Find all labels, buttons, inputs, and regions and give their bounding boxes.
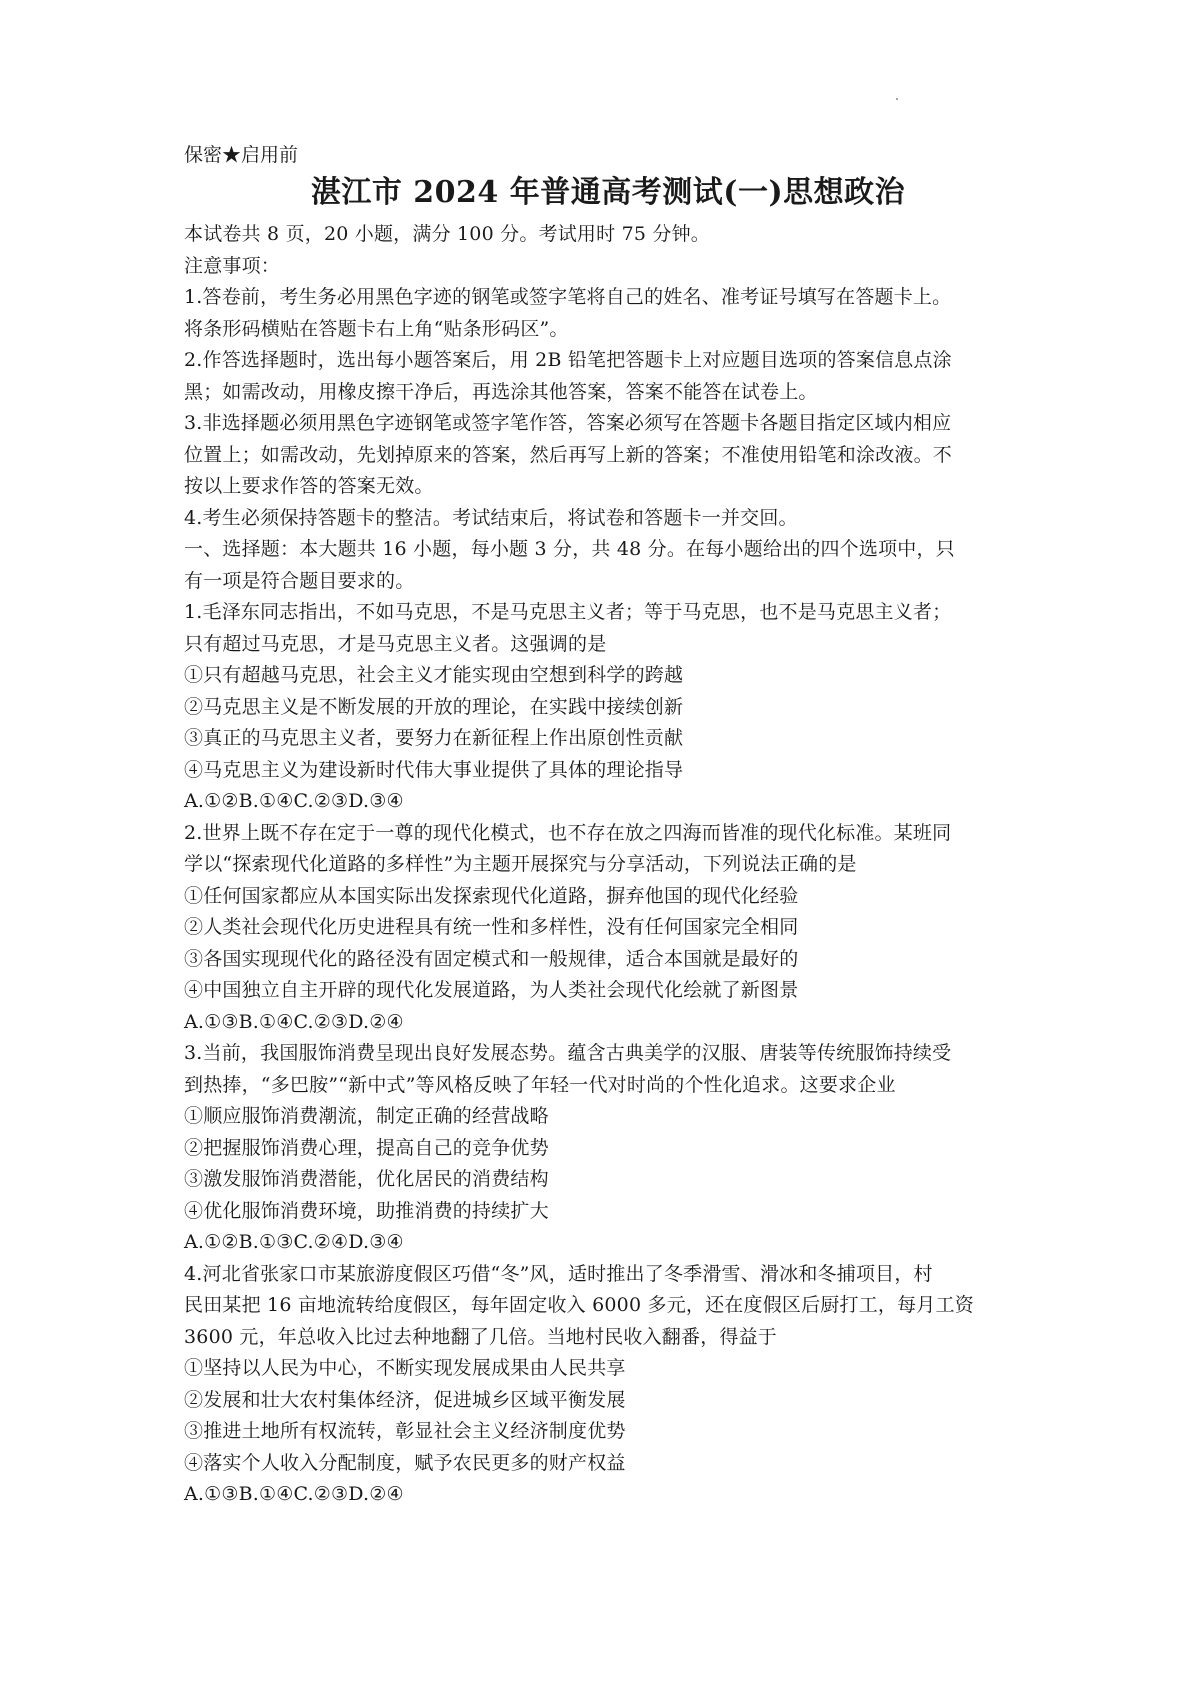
question-stem: 1.毛泽东同志指出，不如马克思，不是马克思主义者；等于马克思，也不是马克思主义者；: [184, 601, 952, 623]
question-options: A.①③B.①④C.②③D.②④: [184, 1010, 404, 1033]
question-item: ③推进土地所有权流转，彰显社会主义经济制度优势: [184, 1420, 626, 1442]
exam-page: [184, 140, 1044, 1511]
question-item: ④优化服饰消费环境，助推消费的持续扩大: [184, 1199, 549, 1222]
question-item: ③激发服饰消费潜能，优化居民的消费结构: [184, 1168, 549, 1190]
question-item: ④马克思主义为建设新时代伟大事业提供了具体的理论指导: [184, 758, 684, 781]
question-item: ①只有超越马克思，社会主义才能实现由空想到科学的跨越: [184, 664, 684, 686]
question-2: [184, 818, 1044, 1039]
notice-line: 黑；如需改动，用橡皮擦干净后，再选涂其他答案，答案不能答在试卷上。: [184, 380, 818, 403]
section-line: 一、选择题：本大题共 16 小题，每小题 3 分，共 48 分。在每小题给出的四个选项中，只: [184, 538, 955, 560]
notice-line: 1.答卷前，考生务必用黑色字迹的钢笔或签字笔将自己的姓名、准考证号填写在答题卡上。: [184, 286, 952, 308]
notice-line: 将条形码横贴在答题卡右上角“贴条形码区”。: [184, 317, 569, 340]
notice-line: 3.非选择题必须用黑色字迹钢笔或签字笔作答，答案必须写在答题卡各题目指定区域内相应: [184, 412, 952, 434]
question-options: A.①②B.①③C.②④D.③④: [184, 1231, 404, 1253]
question-item: ③各国实现现代化的路径没有固定模式和一般规律，适合本国就是最好的: [184, 947, 799, 970]
notices: [184, 282, 1044, 534]
question-1: [184, 597, 1044, 818]
question-stem: 民田某把 16 亩地流转给度假区，每年固定收入 6000 多元，还在度假区后厨打工，每月工资: [184, 1294, 974, 1316]
question-item: ④落实个人收入分配制度，赋予农民更多的财产权益: [184, 1451, 626, 1474]
question-stem: 2.世界上既不存在定于一尊的现代化模式，也不存在放之四海而皆准的现代化标准。某班同: [184, 821, 952, 844]
exam-summary: 本试卷共 8 页，20 小题，满分 100 分。考试用时 75 分钟。: [184, 223, 710, 245]
notice-line: 位置上；如需改动，先划掉原来的答案，然后再写上新的答案；不准使用铅笔和涂改液。不: [184, 443, 953, 466]
section-heading: [184, 534, 1044, 597]
notice-line: 4.考生必须保持答题卡的整洁。考试结束后，将试卷和答题卡一并交回。: [184, 506, 798, 529]
notice-line: 2.作答选择题时，选出每小题答案后，用 2B 铅笔把答题卡上对应题目选项的答案信息点涂: [184, 349, 952, 371]
question-stem: 3600 元，年总收入比过去种地翻了几倍。当地村民收入翻番，得益于: [184, 1325, 777, 1348]
exam-title: 湛江市 2024 年普通高考测试(一)思想政治: [310, 175, 906, 210]
question-options: A.①③B.①④C.②③D.②④: [184, 1483, 404, 1505]
notices-heading: 注意事项：: [184, 254, 281, 277]
question-item: ④中国独立自主开辟的现代化发展道路，为人类社会现代化绘就了新图景: [184, 979, 799, 1001]
question-stem: 只有超过马克思，才是马克思主义者。这强调的是: [184, 632, 607, 655]
question-3: [184, 1038, 1044, 1259]
exam-intro: [184, 219, 1044, 282]
question-item: ②马克思主义是不断发展的开放的理论，在实践中接续创新: [184, 695, 684, 718]
question-stem: 4.河北省张家口市某旅游度假区巧借“冬”风，适时推出了冬季滑雪、滑冰和冬捕项目，村: [184, 1262, 933, 1285]
question-options: A.①②B.①④C.②③D.③④: [184, 790, 404, 812]
question-4: [184, 1259, 1044, 1511]
question-item: ②人类社会现代化历史进程具有统一性和多样性，没有任何国家完全相同: [184, 916, 799, 938]
question-item: ①坚持以人民为中心，不断实现发展成果由人民共享: [184, 1357, 626, 1379]
question-stem: 学以“探索现代化道路的多样性”为主题开展探究与分享活动，下列说法正确的是: [184, 853, 857, 875]
question-item: ①顺应服饰消费潮流，制定正确的经营战略: [184, 1105, 549, 1127]
notice-line: 按以上要求作答的答案无效。: [184, 475, 434, 497]
scan-speck: [896, 98, 898, 100]
question-stem: 3.当前，我国服饰消费呈现出良好发展态势。蕴含古典美学的汉服、唐装等传统服饰持续受: [184, 1042, 952, 1064]
question-item: ①任何国家都应从本国实际出发探索现代化道路，摒弃他国的现代化经验: [184, 884, 799, 907]
question-item: ③真正的马克思主义者，要努力在新征程上作出原创性贡献: [184, 727, 684, 749]
question-stem: 到热捧，“多巴胺”“新中式”等风格反映了年轻一代对时尚的个性化追求。这要求企业: [184, 1073, 896, 1096]
question-item: ②发展和壮大农村集体经济，促进城乡区域平衡发展: [184, 1388, 626, 1411]
question-item: ②把握服饰消费心理，提高自己的竞争优势: [184, 1136, 549, 1159]
section-line: 有一项是符合题目要求的。: [184, 569, 415, 592]
confidential-label: 保密★启用前: [184, 144, 299, 166]
